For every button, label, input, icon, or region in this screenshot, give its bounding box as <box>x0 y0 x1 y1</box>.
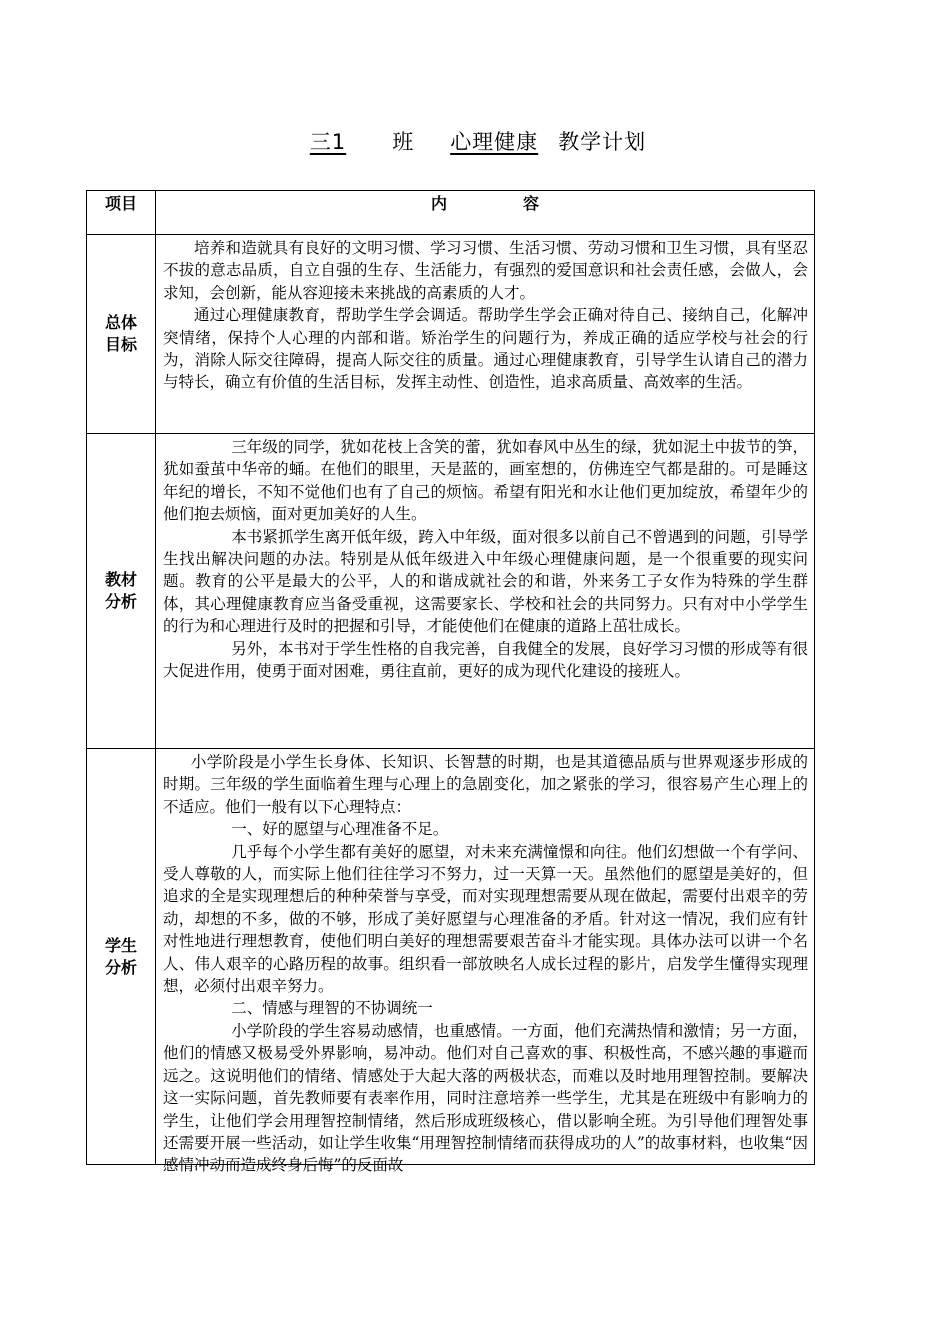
row-label: 总体 目标 <box>87 235 156 434</box>
row-label: 学生 分析 <box>87 749 156 1165</box>
row-label: 教材 分析 <box>87 434 156 749</box>
table-row <box>87 235 815 434</box>
row-content <box>156 235 815 434</box>
paragraph: 几乎每个小学生都有美好的愿望，对未来充满憧憬和向往。他们幻想做一个有学问、受人尊敬的人，而实际上他们往往学习不努力，过一天算一天。虽然他们的愿望是美好的，但追求的全是实现理想后的种种荣誉与享受，而对实现理想需要从现在做起，需要付出艰辛的劳动，却想的不多，做的不够，形成了美好愿望与心理准备的矛盾。针对这一情况，我们应有针对性地进行理想教育，使他们明白美好的理想需要艰苦奋斗才能实现。具体办法可以讲一个名人、伟人艰辛的心路历程的故事。组织看一部放映名人成长过程的影片，启发学生懂得实现理想，必须付出艰辛努力。 <box>163 842 808 996</box>
row-content <box>156 749 815 1175</box>
header-item: 项目 <box>87 191 156 235</box>
title-plan: 教学计划 <box>558 130 647 154</box>
header-row <box>87 191 815 235</box>
page-title <box>0 126 950 156</box>
paragraph: 二、情感与理智的不协调统一 <box>231 999 433 1018</box>
paragraph: 另外，本书对于学生性格的自我完善，自我健全的发展，良好学习习惯的形成等有很大促进作用，使勇于面对困难，勇往直前，更好的成为现代化建设的接班人。 <box>163 639 808 681</box>
paragraph: 通过心理健康教育，帮助学生学会调适。帮助学生学会正确对待自己、接纳自己，化解冲突情绪，保持个人心理的内部和谐。矫治学生的问题行为，养成正确的适应学校与社会的行为，消除人际交往障碍，提高人际交往的质量。通过心理健康教育，引导学生认请自己的潜力与特长，确立有价值的生活目标，发挥主动性、创造性，追求高质量、高效率的生活。 <box>163 306 808 392</box>
paragraph: 三年级的同学，犹如花枝上含笑的蕾，犹如春风中丛生的绿，犹如泥土中拔节的笋，犹如蚕茧中华帝的蛹。在他们的眼里，天是蓝的，画室想的，仿佛连空气都是甜的。可是睡这年纪的增长，不知不觉他们也有了自己的烦恼。希望有阳光和水让他们更加绽放，希望年少的他们抱去烦恼，面对更加美好的人生。 <box>163 438 808 524</box>
paragraph: 一、好的愿望与心理准备不足。 <box>231 820 449 839</box>
table-row <box>87 749 815 1165</box>
row-content <box>156 434 815 749</box>
title-class-suffix: 班 <box>392 130 415 154</box>
paragraph: 小学阶段的学生容易动感情，也重感情。一方面，他们充满热情和激情；另一方面，他们的情感又极易受外界影响，易冲动。他们对自己喜欢的事、积极性高，不感兴趣的事避而远之。这说明他们的情绪、情感处于大起大落的两极状态，而难以及时地用理智控制。要解决这一实际问题，首先教师要有表率作用，同时注意培养一些学生，尤其是在班级中有影响力的学生，让他们学会用理智控制情绪，然后形成班级核心，借以影响全班。为引导他们理智处事还需要开展一些活动，如让学生收集“用理智控制情绪而获得成功的人”的故事材料，也收集“因感情冲动而造成终身后悔”的反面故 <box>163 1021 808 1175</box>
header-content: 内容 <box>156 191 815 235</box>
title-class-name: 三1 <box>309 130 347 154</box>
plan-table <box>86 190 815 1175</box>
paragraph: 本书紧抓学生离开低年级，跨入中年级，面对很多以前自己不曾遇到的问题，引导学生找出解决问题的办法。特别是从低年级进入中年级心理健康问题，是一个很重要的现实问题。教育的公平是最大的公平，人的和谐成就社会的和谐，外来务工子女作为特殊的学生群体，其心理健康教育应当备受重视，这需要家长、学校和社会的共同努力。只有对中小学学生的行为和心理进行及时的把握和引导，才能使他们在健康的道路上茁壮成长。 <box>163 527 808 636</box>
paragraph: 小学阶段是小学生长身体、长知识、长智慧的时期，也是其道德品质与世界观逐步形成的时期。三年级的学生面临着生理与心理上的急剧变化，加之紧张的学习，很容易产生心理上的不适应。他们一般有以下心理特点： <box>163 753 808 816</box>
table-row <box>87 434 815 749</box>
paragraph: 培养和造就具有良好的文明习惯、学习习惯、生活习惯、劳动习惯和卫生习惯，具有坚忍不拔的意志品质，自立自强的生存、生活能力，有强烈的爱国意识和社会责任感，会做人，会求知，会创新，能从容迎接未来挑战的高素质的人才。 <box>163 239 808 302</box>
title-subject: 心理健康 <box>450 130 539 154</box>
